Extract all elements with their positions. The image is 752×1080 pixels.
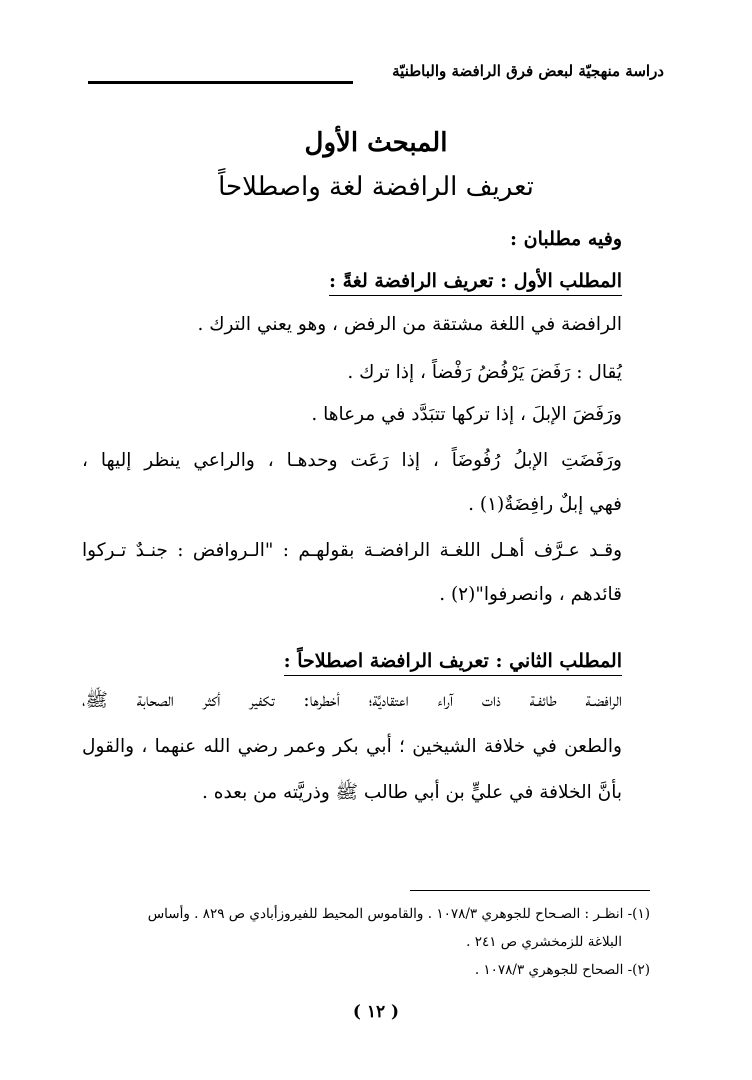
paragraph-line: ورَفَضَتِ الإبلُ رُفُوضَاً ، إذا رَعَت وحدهـا ، والراعي ينظر إليها ، (82, 450, 622, 471)
paragraph-line: الرافضة في اللغة مشتقة من الرفض ، وهو يعني الترك . (197, 314, 622, 335)
footnote-separator (410, 890, 650, 891)
paragraph-line: الرافضـة طائفـة ذات آراء اعتقاديَّة؛ أخطرها: تكفير أكثر الصحابة ﷺ، (82, 690, 622, 711)
footnote-line: البلاغة للزمخشري ص ٢٤١ . (466, 934, 622, 950)
paragraph-line: وقـد عـرَّف أهـل اللغـة الرافضـة بقولهـم : "الـروافض : جنـدٌ تـركوا (82, 540, 622, 561)
section-heading-1: المطلب الأول : تعريف الرافضة لغةً : (329, 270, 622, 296)
running-header (88, 62, 664, 88)
chapter-title: المبحث الأول (304, 128, 448, 158)
paragraph-line: قائدهم ، وانصرفوا"(٢) . (439, 584, 622, 605)
running-header-title: دراسة منهجيّة لبعض فرق الرافضة والباطنيّة (392, 62, 664, 80)
footnote-line: (٢)- الصحاح للجوهري ١٠٧٨/٣ . (474, 962, 650, 978)
paragraph-line: يُقال : رَفَضَ يَرْفُضُ رَفْضاً ، إذا ترك . (347, 362, 622, 383)
intro-line: وفيه مطلبان : (510, 228, 622, 250)
header-rule (88, 81, 353, 84)
paragraph-line: ورَفَضَ الإبلَ ، إذا تركها تتبَدَّد في مرعاها . (311, 404, 622, 425)
page-number: ( ١٢ ) (352, 1002, 400, 1022)
chapter-subtitle: تعريف الرافضة لغة واصطلاحاً (218, 172, 534, 202)
section-heading-2: المطلب الثاني : تعريف الرافضة اصطلاحاً : (284, 650, 622, 676)
paragraph-line: والطعن في خلافة الشيخين ؛ أبي بكر وعمر رضي الله عنهما ، والقول (82, 736, 622, 757)
paragraph-line: فهي إبلٌ رافِضَةٌ(١) . (468, 494, 622, 515)
footnote-line: (١)- انظـر : الصـحاح للجوهري ١٠٧٨/٣ . والقاموس المحيط للفيروزأبادي ص ٨٢٩ . وأساس (147, 906, 650, 922)
paragraph-line: بأنَّ الخلافة في عليٍّ بن أبي طالب ﷺ وذريَّته من بعده . (202, 782, 622, 803)
